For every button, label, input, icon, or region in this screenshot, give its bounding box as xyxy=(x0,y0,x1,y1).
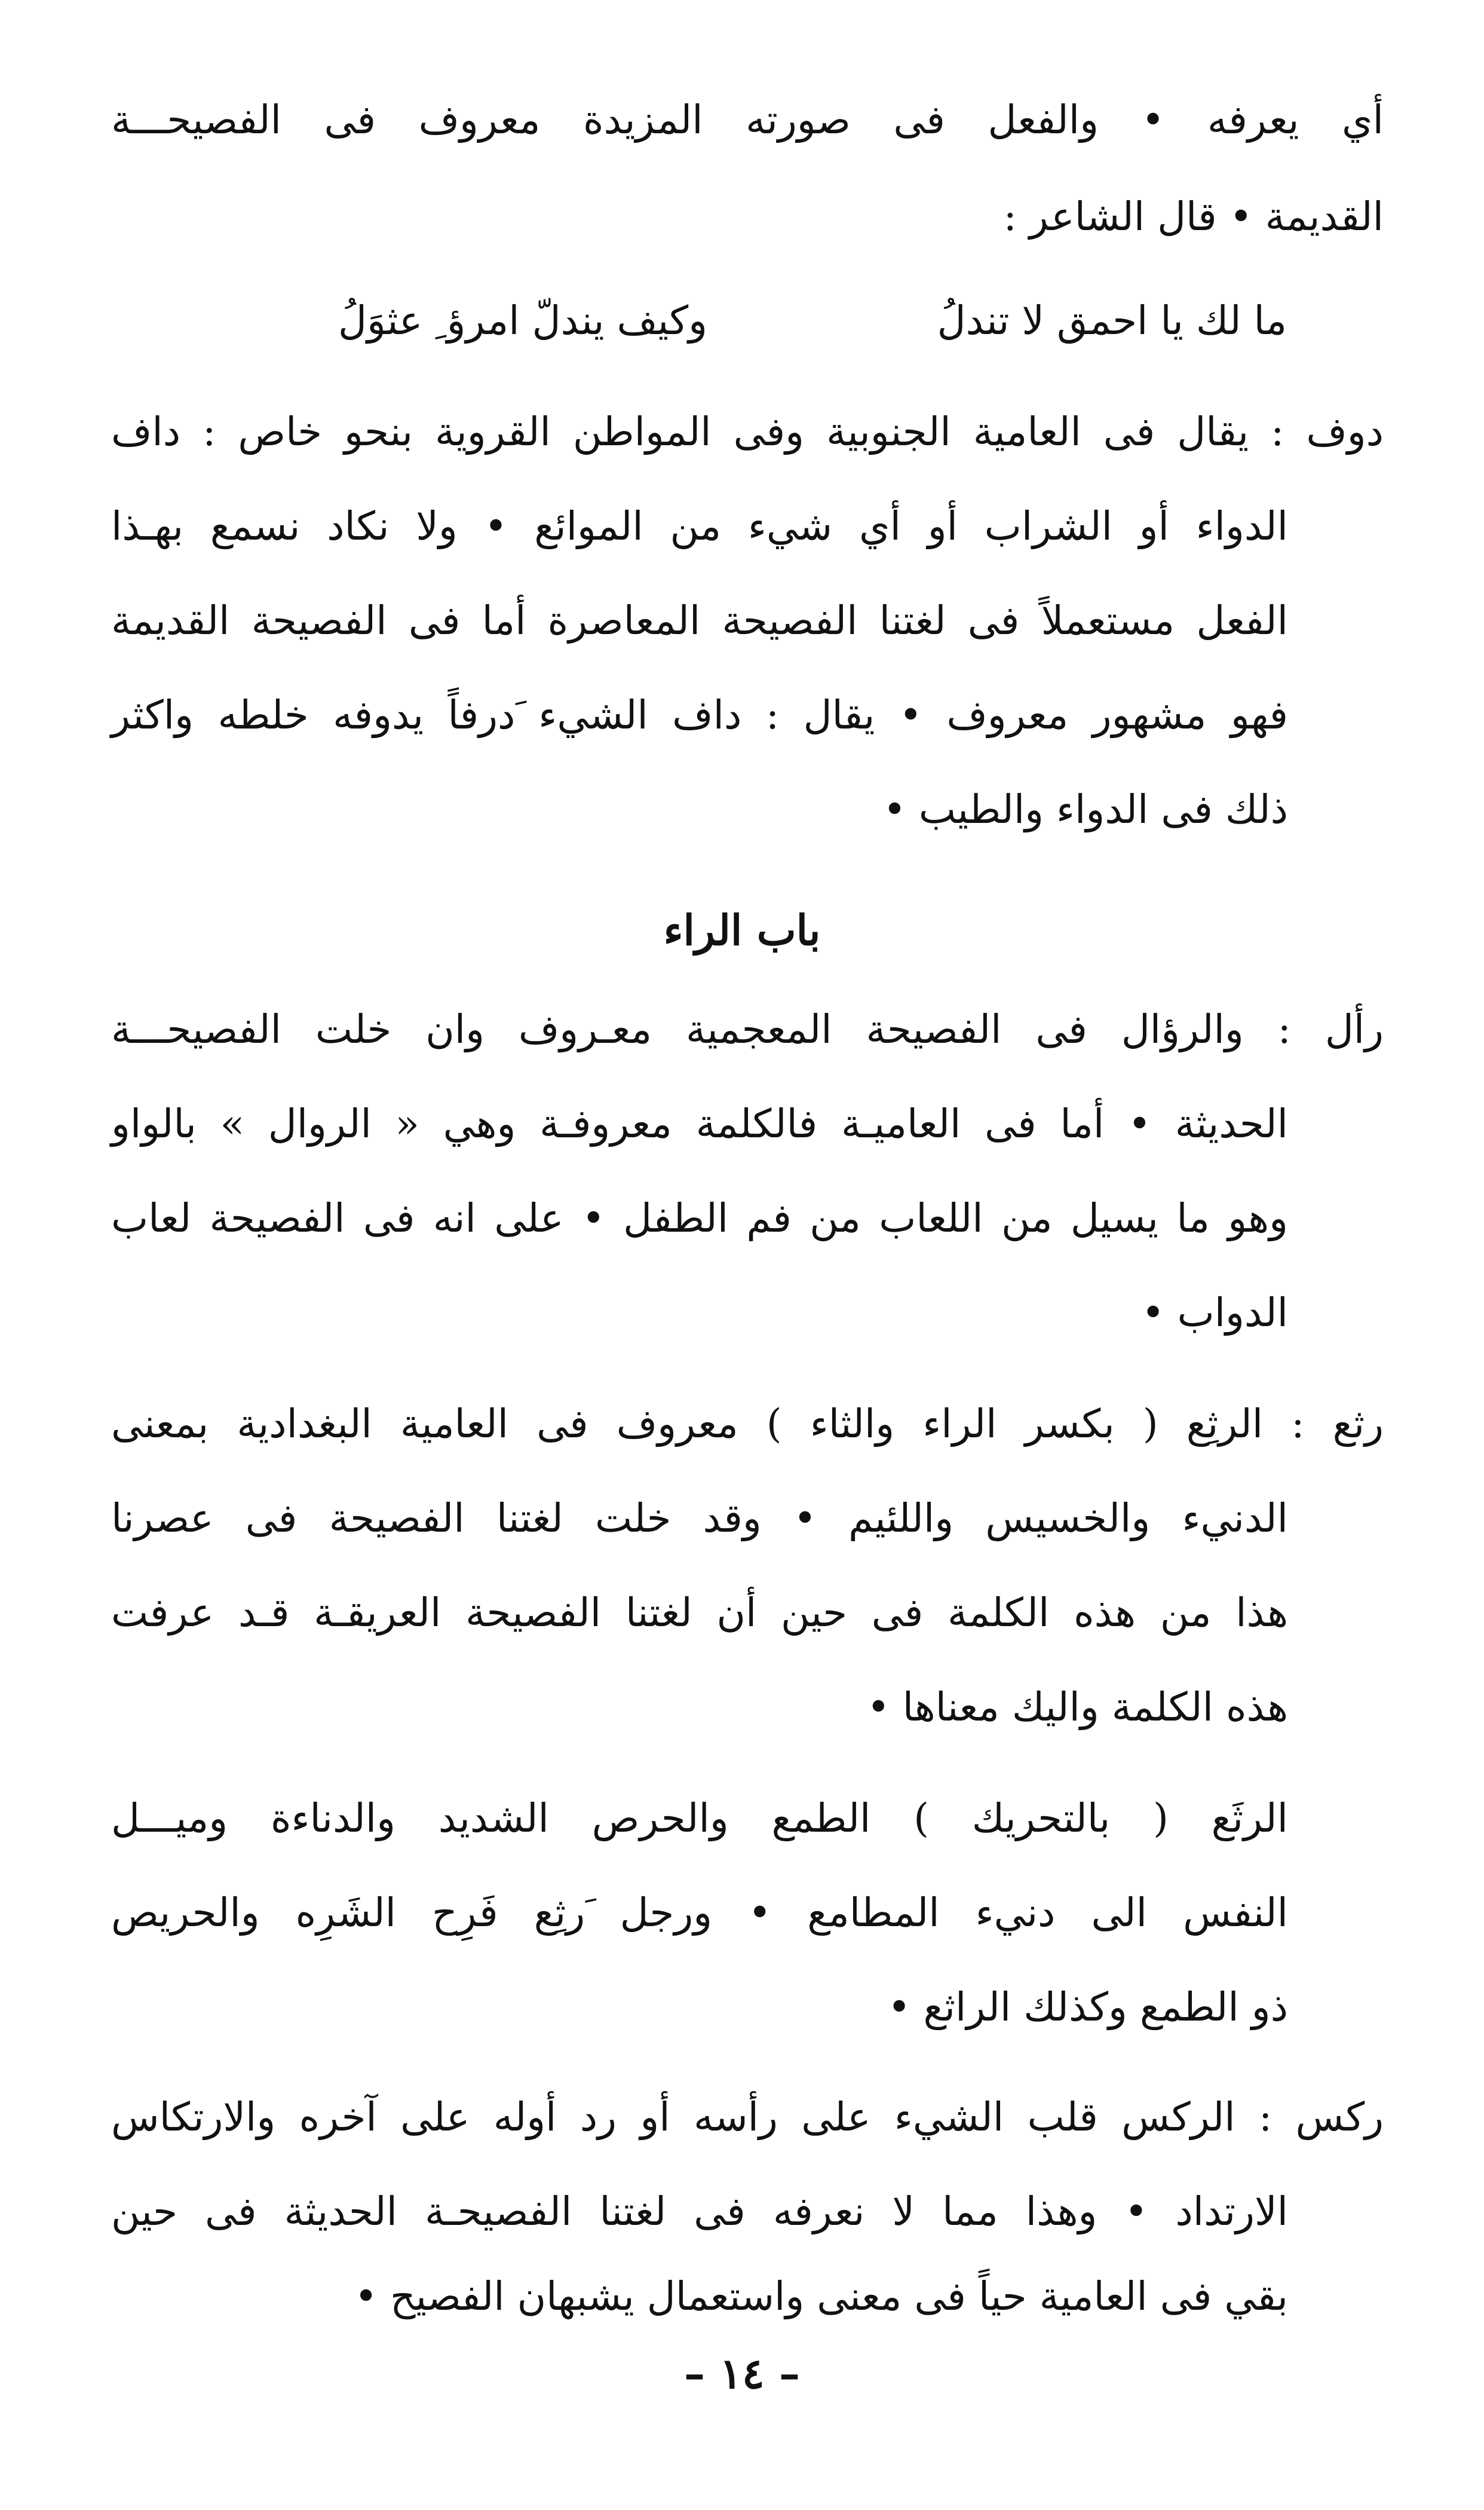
entry-rathaa-line: الرثَع ( بالتحريك ) الطمع والحرص الشديد والدناءة وميـــل xyxy=(111,1795,1288,1841)
entry-rawl-line: وهو ما يسيل من اللعاب من فم الطفل • على انه فى الفصيحة لعاب xyxy=(111,1195,1288,1241)
entry-rathi-line: هذا من هذه الكلمة فى حين أن لغتنا الفصيحة العريقـة قـد عرفت xyxy=(111,1590,1288,1636)
entry-rawl-line: الدواب • xyxy=(1141,1290,1288,1336)
entry-rathi-line: الدنيء والخسيس واللئيم • وقد خلت لغتنا الفصيحة فى عصرنا xyxy=(111,1495,1288,1541)
verse-first-half: ما لك يا احمق لا تندلُ xyxy=(937,298,1287,344)
entry-dwf-line: الدواء أو الشراب أو أي شيء من الموائع • ولا نكاد نسمع بهـذا xyxy=(111,503,1288,549)
entry-rathi-line: هذه الكلمة واليك معناها • xyxy=(866,1684,1288,1730)
entry-rks-line: الارتداد • وهذا مما لا نعرفه فى لغتنا الفصيحـة الحديثة فى حين xyxy=(111,2188,1288,2234)
entry-rawl-line: الحديثة • أما فى العاميـة فالكلمة معروفـة وهي « الروال » بالواو xyxy=(111,1101,1288,1147)
entry-dwf-line: فهو مشهور معروف • يقال : داف الشيء َدرفاً يدوفه خلطه واكثر xyxy=(111,692,1288,738)
entry-rathi-line: رثع : الرثِع ( بكسر الراء والثاء ) معروف فى العامية البغدادية بمعنى xyxy=(111,1401,1384,1447)
verse-second-half: وكيف يندلّ امرؤ ِ عثوَلُ xyxy=(338,298,707,344)
entry-rks-line: بقي فى العامية حياً فى معنى واستعمال يشبهان الفصيح • xyxy=(354,2273,1288,2319)
text-line: القديمة • قال الشاعر : xyxy=(1003,194,1384,240)
entry-dwf-line: الفعل مستعملاً فى لغتنا الفصيحة المعاصرة أما فى الفصيحة القديمة xyxy=(111,598,1288,644)
entry-rathaa-line: ذو الطمع وكذلك الراثع • xyxy=(887,1984,1288,2030)
text-line: أي يعرفه • والفعل فى صورته المزيدة معروف فى الفصيحـــة xyxy=(111,97,1384,143)
entry-rks-line: ركس : الركس قلب الشيء على رأسه أو رد أوله على آخره والارتكاس xyxy=(111,2094,1384,2140)
entry-dwf-line: دوف : يقال فى العامية الجنوبية وفى المواطن القروية بنحو خاص : داف xyxy=(111,409,1384,455)
page-number: – ١٤ – xyxy=(684,2349,800,2398)
entry-dwf-line: ذلك فى الدواء والطيب • xyxy=(882,786,1288,832)
entry-rathaa-line: النفس الى دنيء المطامع • ورجل َرثِع فَرِح الشَرِه والحريص xyxy=(111,1890,1288,1936)
section-heading: باب الراء xyxy=(663,905,821,955)
entry-rawl-line: رأل : والرؤال فى الفصيحة المعجمية معـروف وان خلت الفصيحـــة xyxy=(111,1006,1384,1052)
